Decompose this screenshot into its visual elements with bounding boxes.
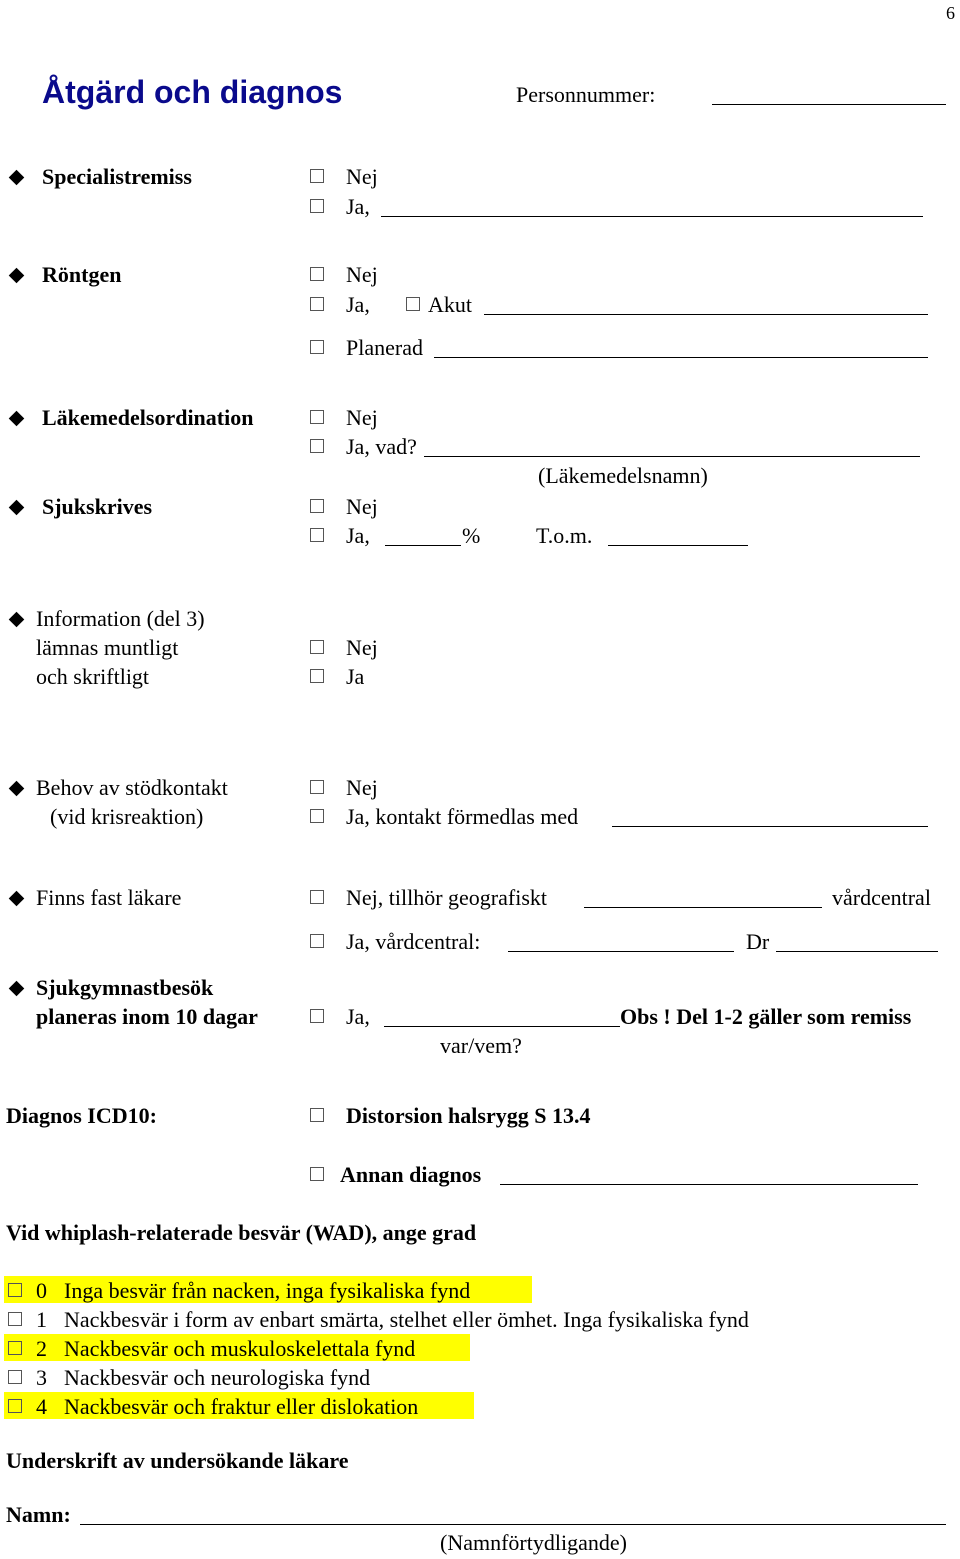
signature-hint: (Namnförtydligande)	[440, 1530, 627, 1555]
rontgen-nej-label: Nej	[346, 262, 378, 287]
personnummer-label: Personnummer:	[516, 82, 656, 107]
lakemedel-ja-checkbox[interactable]	[310, 439, 324, 453]
sjukgymnast-ja-checkbox[interactable]	[310, 1009, 324, 1023]
lakemedel-nej-checkbox[interactable]	[310, 410, 324, 424]
bullet-diamond-icon	[9, 891, 25, 907]
rontgen-planerad-label: Planerad	[346, 335, 423, 360]
fast-lakare-nej-checkbox[interactable]	[310, 890, 324, 904]
wad-grade-text: Nackbesvär i form av enbart smärta, stelhet eller ömhet. Inga fysikaliska fynd	[64, 1307, 749, 1332]
rontgen-ja-checkbox[interactable]	[310, 297, 324, 311]
rontgen-planerad-field[interactable]	[434, 357, 928, 358]
sjukgymnast-field[interactable]	[384, 1026, 620, 1027]
lakemedel-hint: (Läkemedelsnamn)	[538, 463, 708, 488]
wad-grade-text: Nackbesvär och fraktur eller dislokation	[64, 1394, 419, 1419]
signature-heading: Underskrift av undersökande läkare	[6, 1448, 349, 1473]
wad-grade-1-checkbox[interactable]	[8, 1312, 22, 1326]
wad-grade-num: 3	[36, 1365, 47, 1390]
rontgen-akut-label: Akut	[428, 292, 472, 317]
behov-nej-checkbox[interactable]	[310, 780, 324, 794]
fast-lakare-ja-label: Ja, vårdcentral:	[346, 929, 481, 954]
page-title: Åtgärd och diagnos	[42, 74, 343, 110]
lakemedel-nej-label: Nej	[346, 405, 378, 430]
sjukskrives-nej-label: Nej	[346, 494, 378, 519]
specialist-nej-checkbox[interactable]	[310, 169, 324, 183]
behov-ja-label: Ja, kontakt förmedlas med	[346, 804, 579, 829]
wad-grade-2-checkbox[interactable]	[8, 1341, 22, 1355]
behov-field[interactable]	[612, 826, 928, 827]
personnummer-field[interactable]	[712, 104, 946, 105]
wad-grade-4-checkbox[interactable]	[8, 1399, 22, 1413]
information-nej-label: Nej	[346, 635, 378, 660]
specialist-label: Specialistremiss	[42, 164, 192, 189]
behov-nej-label: Nej	[346, 775, 378, 800]
diagnos-annan-field[interactable]	[500, 1184, 918, 1185]
bullet-diamond-icon	[9, 170, 25, 186]
rontgen-nej-checkbox[interactable]	[310, 267, 324, 281]
diagnos-distorsion-label: Distorsion halsrygg S 13.4	[346, 1103, 591, 1128]
signature-namn-label: Namn:	[6, 1502, 71, 1527]
rontgen-ja-label: Ja,	[346, 292, 370, 317]
wad-heading: Vid whiplash-relaterade besvär (WAD), ange grad	[6, 1220, 477, 1245]
diagnos-label: Diagnos ICD10:	[6, 1103, 157, 1128]
sjukskrives-tom-field[interactable]	[608, 545, 748, 546]
behov-ja-checkbox[interactable]	[310, 809, 324, 823]
information-nej-checkbox[interactable]	[310, 640, 324, 654]
information-ja-label: Ja	[346, 664, 365, 689]
sjukgymnast-varvem-hint: var/vem?	[440, 1033, 522, 1058]
signature-namn-field[interactable]	[80, 1524, 946, 1525]
diagnos-annan-label: Annan diagnos	[340, 1162, 482, 1187]
bullet-diamond-icon	[9, 411, 25, 427]
sjukskrives-nej-checkbox[interactable]	[310, 499, 324, 513]
diagnos-distorsion-checkbox[interactable]	[310, 1108, 324, 1122]
specialist-ja-label: Ja,	[346, 194, 370, 219]
behov-label-2: (vid krisreaktion)	[50, 804, 204, 829]
sjukskrives-ja-label: Ja,	[346, 523, 370, 548]
fast-lakare-nej-label: Nej, tillhör geografiskt	[346, 885, 548, 910]
sjukgymnast-obs-note: Obs ! Del 1-2 gäller som remiss	[620, 1004, 912, 1029]
fast-lakare-vardcentral-field[interactable]	[508, 951, 734, 952]
wad-grade-text: Nackbesvär och neurologiska fynd	[64, 1365, 371, 1390]
information-label-1: Information (del 3)	[36, 606, 205, 631]
sjukgymnast-label-1: Sjukgymnastbesök	[36, 975, 214, 1000]
sjukskrives-ja-checkbox[interactable]	[310, 528, 324, 542]
specialist-ja-field[interactable]	[381, 216, 923, 217]
lakemedel-ja-label: Ja, vad?	[346, 434, 417, 459]
lakemedel-field[interactable]	[424, 456, 920, 457]
information-label-2: lämnas muntligt	[36, 635, 179, 660]
wad-grade-num: 1	[36, 1307, 47, 1332]
sjukskrives-percent-field[interactable]	[385, 545, 461, 546]
rontgen-akut-field[interactable]	[484, 314, 928, 315]
sjukgymnast-ja-label: Ja,	[346, 1004, 370, 1029]
sjukskrives-tom-label: T.o.m.	[536, 523, 593, 548]
bullet-diamond-icon	[9, 981, 25, 997]
specialist-ja-checkbox[interactable]	[310, 199, 324, 213]
page-number: 6	[946, 3, 955, 23]
fast-lakare-label: Finns fast läkare	[36, 885, 182, 910]
fast-lakare-dr-field[interactable]	[776, 951, 938, 952]
rontgen-label: Röntgen	[42, 262, 122, 287]
rontgen-planerad-checkbox[interactable]	[310, 340, 324, 354]
fast-lakare-ja-checkbox[interactable]	[310, 934, 324, 948]
wad-grade-num: 4	[36, 1394, 47, 1419]
wad-grade-3-checkbox[interactable]	[8, 1370, 22, 1384]
fast-lakare-geo-field[interactable]	[584, 907, 822, 908]
behov-label-1: Behov av stödkontakt	[36, 775, 228, 800]
specialist-nej-label: Nej	[346, 164, 378, 189]
information-label-3: och skriftligt	[36, 664, 150, 689]
wad-grade-num: 0	[36, 1278, 47, 1303]
wad-grade-0-checkbox[interactable]	[8, 1283, 22, 1297]
sjukskrives-percent-label: %	[462, 523, 481, 548]
bullet-diamond-icon	[9, 612, 25, 628]
fast-lakare-vardcentral-label: vårdcentral	[832, 885, 931, 910]
bullet-diamond-icon	[9, 781, 25, 797]
fast-lakare-dr-label: Dr	[746, 929, 770, 954]
information-ja-checkbox[interactable]	[310, 669, 324, 683]
rontgen-akut-checkbox[interactable]	[406, 297, 420, 311]
wad-grade-text: Nackbesvär och muskuloskelettala fynd	[64, 1336, 416, 1361]
sjukgymnast-label-2: planeras inom 10 dagar	[36, 1004, 258, 1029]
lakemedel-label: Läkemedelsordination	[42, 405, 254, 430]
wad-grade-num: 2	[36, 1336, 47, 1361]
bullet-diamond-icon	[9, 500, 25, 516]
wad-grade-text: Inga besvär från nacken, inga fysikaliska fynd	[64, 1278, 471, 1303]
diagnos-annan-checkbox[interactable]	[310, 1167, 324, 1181]
bullet-diamond-icon	[9, 268, 25, 284]
sjukskrives-label: Sjukskrives	[42, 494, 153, 519]
